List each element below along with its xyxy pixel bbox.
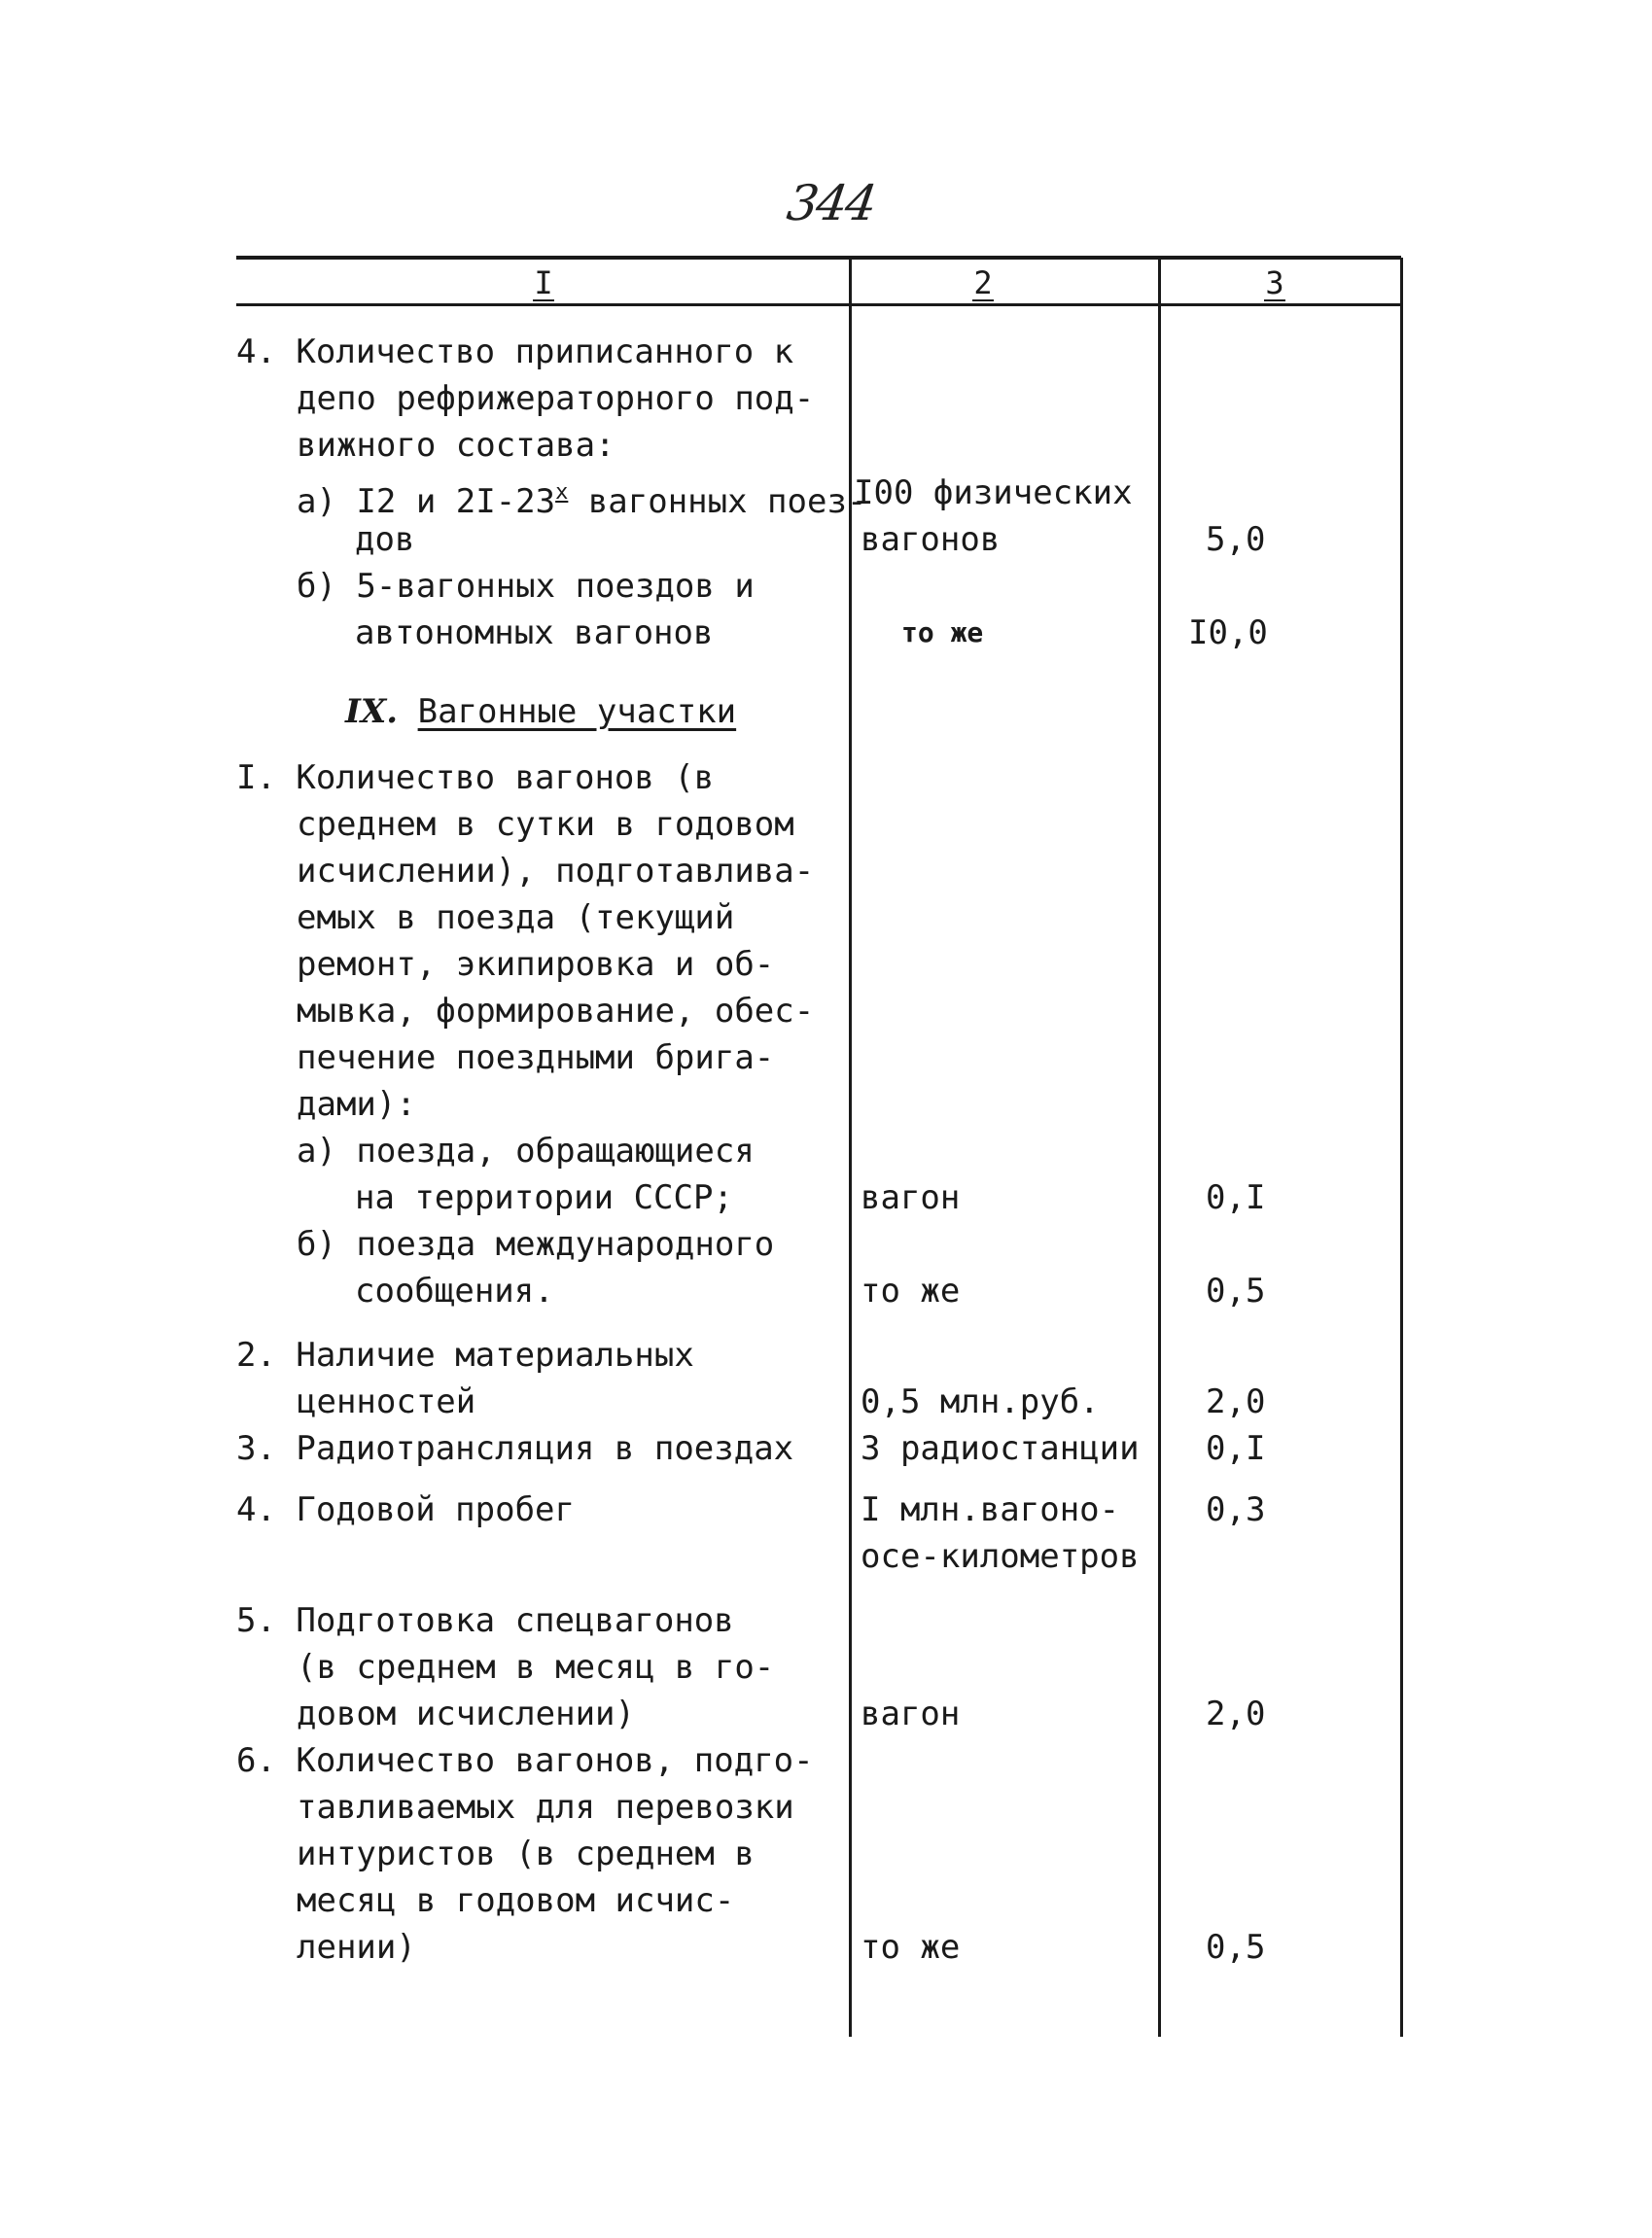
item-text: 5. Подготовка спецвагонов <box>236 1601 734 1640</box>
item-text: интуристов (в среднем в <box>297 1835 755 1873</box>
value-cell: 2,0 <box>1206 1382 1266 1421</box>
column-header-2: 2 <box>973 264 993 301</box>
value-cell: I0,0 <box>1188 613 1268 652</box>
value-cell: 0,5 <box>1206 1928 1266 1967</box>
item-text: ремонт, экипировка и об- <box>297 945 775 984</box>
value-cell: 5,0 <box>1206 520 1266 559</box>
value-cell: 0,I <box>1206 1178 1266 1217</box>
item-text: сообщения. <box>355 1272 554 1311</box>
value-cell: 2,0 <box>1206 1695 1266 1733</box>
unit-cell: то же <box>861 1272 961 1311</box>
table-header-rule <box>236 303 1401 306</box>
item-text-part: а) I2 и 2I-23 <box>297 482 556 521</box>
item-text: а) поезда, обращающиеся <box>297 1132 755 1171</box>
item-text: дами): <box>297 1085 416 1124</box>
item-text: вижного состава: <box>297 426 615 465</box>
unit-cell: I00 физических <box>854 473 1133 512</box>
item-text: на территории СССР; <box>355 1178 733 1217</box>
column-header-3: 3 <box>1265 264 1284 301</box>
item-text: I. Количество вагонов (в <box>236 758 715 797</box>
value-cell: 0,5 <box>1206 1272 1266 1311</box>
column-divider-2 <box>1158 258 1161 2037</box>
unit-cell: то же <box>861 1928 961 1967</box>
item-text: месяц в годовом исчис- <box>297 1881 735 1920</box>
item-text: 4. Годовой пробег <box>236 1490 575 1529</box>
unit-cell: вагонов <box>861 520 1001 559</box>
table-top-rule <box>236 256 1401 260</box>
item-text: б) поезда международного <box>297 1225 775 1264</box>
unit-cell: осе-километров <box>861 1537 1140 1576</box>
item-text: мывка, формирование, обес- <box>297 992 815 1031</box>
item-text: емых в поезда (текущий <box>297 898 735 937</box>
item-text: 4. Количество приписанного к <box>236 332 794 371</box>
page-number: 344 <box>783 175 879 231</box>
item-text <box>297 473 866 521</box>
item-text: депо рефрижераторного под- <box>297 379 815 418</box>
section-heading <box>345 692 736 731</box>
item-text: автономных вагонов <box>355 613 714 652</box>
item-text: б) 5-вагонных поездов и <box>297 567 755 606</box>
item-text: печение поездными бригa- <box>297 1038 775 1077</box>
item-text: исчислении), подготавлива- <box>297 852 815 891</box>
column-header-1: I <box>534 264 553 301</box>
item-text: ценностей <box>297 1382 476 1421</box>
item-text-part: вагонных поез- <box>568 482 867 521</box>
item-text: 6. Количество вагонов, подго- <box>236 1741 814 1780</box>
item-text: (в среднем в месяц в го- <box>297 1648 775 1687</box>
section-title: Вагонные участки <box>417 692 737 731</box>
unit-cell: 3 радиостанции <box>861 1429 1140 1468</box>
item-text: среднем в сутки в годовом <box>297 805 794 844</box>
unit-cell: 0,5 млн.руб. <box>861 1382 1100 1421</box>
value-cell: 0,3 <box>1206 1490 1266 1529</box>
item-text: 2. Наличие материальных <box>236 1336 694 1375</box>
value-cell: 0,I <box>1206 1429 1266 1468</box>
unit-cell: I млн.вагоно- <box>861 1490 1120 1529</box>
unit-cell: то же <box>901 616 984 648</box>
unit-cell: вагон <box>861 1695 961 1733</box>
column-divider-3 <box>1400 258 1403 2037</box>
item-text: лении) <box>297 1928 416 1967</box>
column-divider-1 <box>849 258 852 2037</box>
item-text: 3. Радиотрансляция в поездах <box>236 1429 794 1468</box>
unit-cell: вагон <box>861 1178 961 1217</box>
footnote-mark: х <box>555 480 569 505</box>
item-text: довом исчислении) <box>297 1695 635 1733</box>
item-text: дов <box>355 520 415 559</box>
item-text: тавливаемых для перевозки <box>297 1788 794 1827</box>
section-number: IX. <box>345 692 399 731</box>
